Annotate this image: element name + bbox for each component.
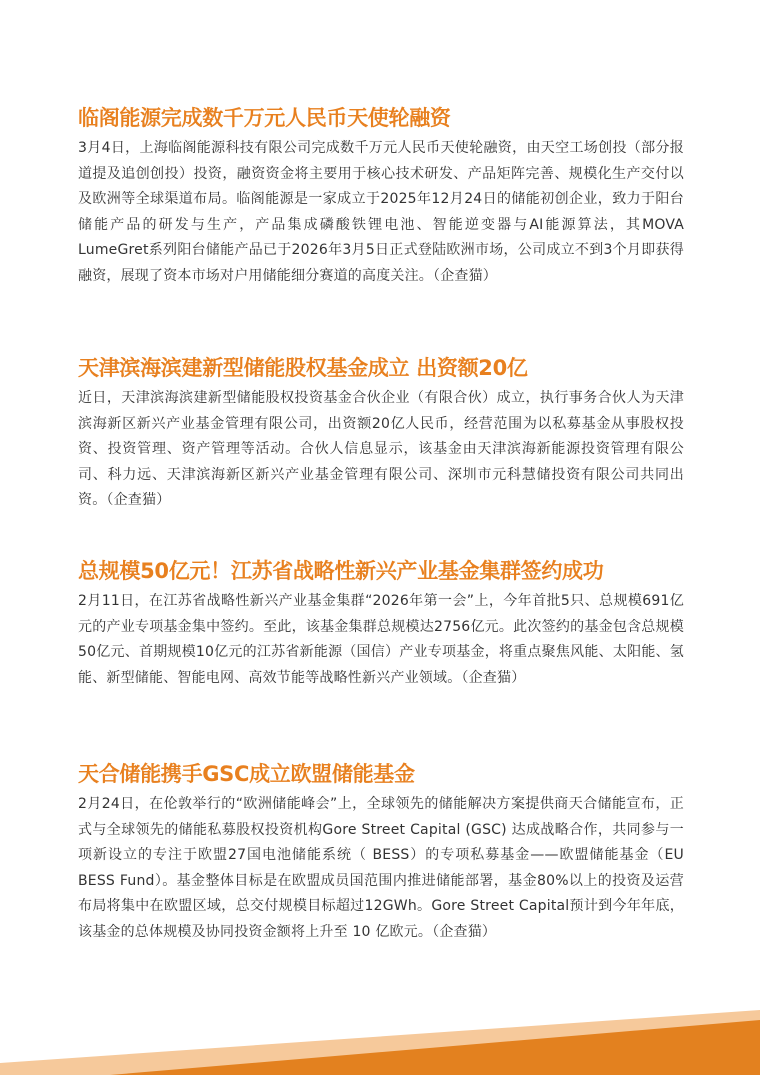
news-article (78, 103, 684, 289)
article-body: 2月24日，在伦敦举行的“欧洲储能峰会”上，全球领先的储能解决方案提供商天合储能宣布，正式与全球领先的储能私募股权投资机构Gore Street Capital (GSC) 达成战略合作，共同参与一项新设立的专注于欧盟27国电池储能系统（ BESS）的专项私募基金——欧盟储能基金（EU BESS Fund）。基金整体目标是在欧盟成员国范围内推进储能部署，基金80%以上的投资及运营布局将集中在欧盟区域，总交付规模目标超过12GWh。Gore Street Capital预计到今年年底，该基金的总体规模及协同投资金额将上升至 10 亿欧元。（企查猫） (78, 796, 684, 940)
news-article (78, 759, 684, 945)
article-body: 近日，天津滨海滨建新型储能股权投资基金合伙企业（有限合伙）成立，执行事务合伙人为天津滨海新区新兴产业基金管理有限公司，出资额20亿人民币，经营范围为以私募基金从事股权投资、投资管理、资产管理等活动。合伙人信息显示，该基金由天津滨海新能源投资管理有限公司、科力远、天津滨海新区新兴产业基金管理有限公司、深圳市元科慧储投资有限公司共同出资。（企查猫） (78, 390, 684, 508)
news-article (78, 353, 684, 514)
article-title: 天合储能携手GSC成立欧盟储能基金 (78, 762, 415, 786)
footer-band-dark (110, 1020, 760, 1075)
article-title: 临阁能源完成数千万元人民币天使轮融资 (78, 106, 451, 130)
article-body: 2月11日，在江苏省战略性新兴产业基金集群“2026年第一会”上，今年首批5只、总规模691亿元的产业专项基金集中签约。至此，该基金集群总规模达2756亿元。此次签约的基金包含总规模50亿元、首期规模10亿元的江苏省新能源（国信）产业专项基金，将重点聚焦风能、太阳能、氢能、新型储能、智能电网、高效节能等战略性新兴产业领域。（企查猫） (78, 593, 684, 686)
news-article (78, 556, 684, 691)
footer-band-light (0, 1010, 760, 1075)
article-body: 3月4日，上海临阁能源科技有限公司完成数千万元人民币天使轮融资，由天空工场创投（部分报道提及追创创投）投资，融资资金将主要用于核心技术研发、产品矩阵完善、规模化生产交付以及欧洲等全球渠道布局。临阁能源是一家成立于2025年12月24日的储能初创企业，致力于阳台储能产品的研发与生产，产品集成磷酸铁锂电池、智能逆变器与AI能源算法，其MOVA LumeGret系列阳台储能产品已于2026年3月5日正式登陆欧洲市场，公司成立不到3个月即获得融资，展现了资本市场对户用储能细分赛道的高度关注。（企查猫） (78, 140, 684, 284)
article-title: 天津滨海滨建新型储能股权基金成立 出资额20亿 (78, 356, 528, 380)
article-title: 总规模50亿元！江苏省战略性新兴产业基金集群签约成功 (78, 559, 604, 583)
